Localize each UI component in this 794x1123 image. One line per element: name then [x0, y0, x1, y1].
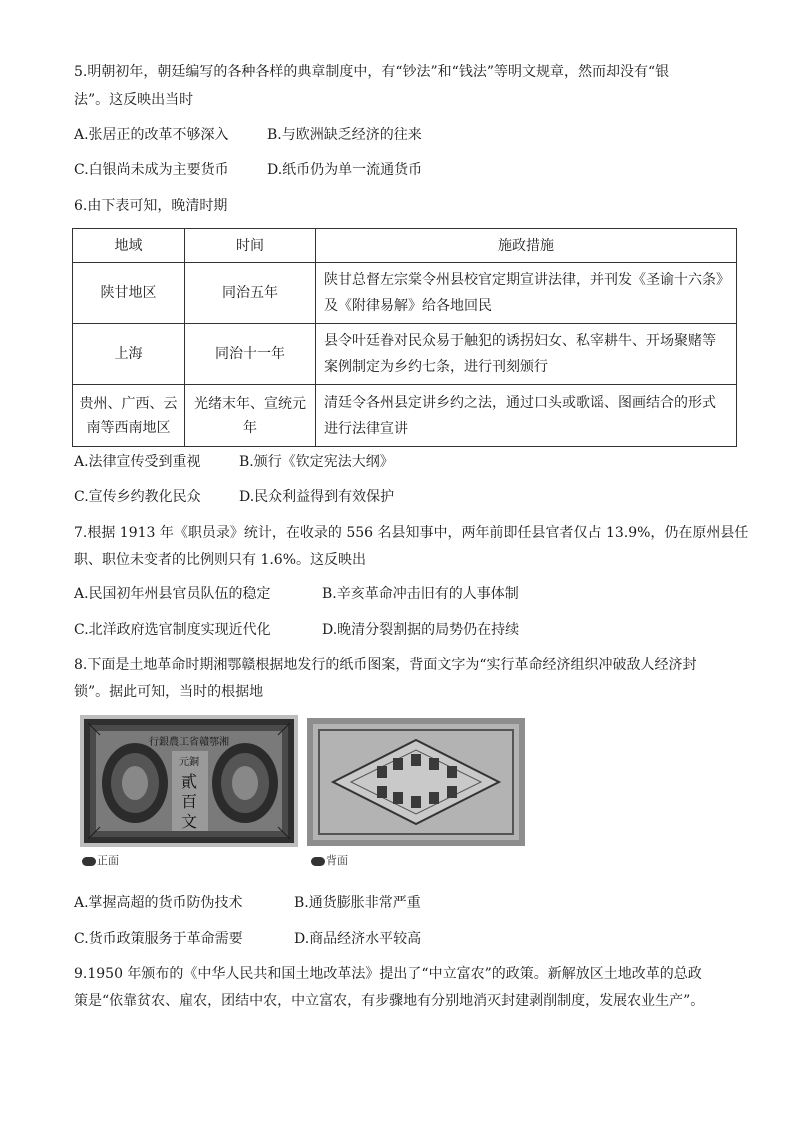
banknote-front-char: 貳	[180, 772, 198, 791]
q9-stem-line1: 9.1950 年颁布的《中华人民共和国土地改革法》提出了“中立富农”的政策。新解放区土地改革的总政	[74, 966, 702, 982]
banknote-front-image	[80, 715, 298, 847]
caption-marker-icon	[82, 857, 96, 866]
q6-option-b: B.颁行《钦定宪法大纲》	[239, 454, 394, 470]
banknote-back-image	[307, 718, 525, 846]
q5-option-b: B.与欧洲缺乏经济的往来	[267, 127, 422, 143]
q6-option-a: A.法律宣传受到重视	[74, 454, 201, 470]
q8-option-d: D.商品经济水平较高	[294, 931, 422, 947]
banknote-front-unit-text: 元銅	[179, 757, 199, 768]
q5-stem-line2: 法”。这反映出当时	[74, 92, 194, 108]
table-cell-time: 同治十一年	[185, 324, 316, 385]
table-header-row	[73, 229, 737, 263]
table-cell-time: 同治五年	[185, 263, 316, 324]
q8-option-b: B.通货膨胀非常严重	[294, 895, 421, 911]
table-cell-measure: 陕甘总督左宗棠令州县校官定期宣讲法律，并刊发《圣谕十六条》及《附律易解》给各地回民	[316, 263, 737, 324]
table-row	[73, 324, 737, 385]
q5-stem-line1: 5.明朝初年，朝廷编写的各种各样的典章制度中，有“钞法”和“钱法”等明文规章，然而却没有“银	[74, 64, 670, 80]
q7-option-a: A.民国初年州县官员队伍的稳定	[74, 586, 271, 602]
front-caption-text: 正面	[97, 854, 119, 867]
table-row	[73, 263, 737, 324]
front-caption	[82, 852, 119, 868]
table-header-cell: 施政措施	[316, 229, 737, 263]
table-header-cell: 时间	[185, 229, 316, 263]
q8-stem-line2: 锁”。据此可知，当时的根据地	[74, 684, 264, 700]
back-caption-text: 背面	[326, 854, 348, 867]
q7-stem-line2: 职、职位未变者的比例则只有 1.6%。这反映出	[74, 552, 367, 568]
table-cell-region: 上海	[73, 324, 185, 385]
q5-option-d: D.纸币仍为单一流通货币	[267, 162, 423, 178]
q8-stem-line1: 8.下面是土地革命时期湘鄂赣根据地发行的纸币图案，背面文字为“实行革命经济组织冲破敌人经济封	[74, 657, 697, 673]
q5-option-a: A.张居正的改革不够深入	[74, 127, 229, 143]
table-header-cell: 地域	[73, 229, 185, 263]
q6-option-d: D.民众利益得到有效保护	[239, 489, 395, 505]
table-cell-measure: 县令叶廷眷对民众易于触犯的诱拐妇女、私宰耕牛、开场聚赌等案例制定为乡约七条，进行刊刻颁行	[316, 324, 737, 385]
q6-option-c: C.宣传乡约教化民众	[74, 489, 201, 505]
q7-option-b: B.辛亥革命冲击旧有的人事体制	[322, 586, 519, 602]
banknote-front-char: 文	[180, 812, 198, 831]
q8-option-c: C.货币政策服务于革命需要	[74, 931, 243, 947]
banknote-front-issuer-text: 行銀農工省贛鄂湘	[149, 737, 229, 748]
table-cell-region: 贵州、广西、云南等西南地区	[73, 385, 185, 447]
q6-stem: 6.由下表可知，晚清时期	[74, 198, 228, 214]
table-row	[73, 385, 737, 447]
q6-table	[72, 228, 737, 447]
table-cell-measure: 清廷令各州县定讲乡约之法，通过口头或歌谣、图画结合的形式进行法律宣讲	[316, 385, 737, 447]
table-cell-region: 陕甘地区	[73, 263, 185, 324]
q9-stem-line2: 策是“依靠贫农、雇农，团结中农，中立富农，有步骤地有分别地消灭封建剥削制度，发展农业生产”。	[74, 993, 705, 1009]
banknote-front-char: 百	[180, 792, 198, 811]
back-caption	[311, 852, 348, 868]
caption-marker-icon	[311, 857, 325, 866]
q7-option-d: D.晚清分裂割据的局势仍在持续	[322, 622, 520, 638]
q8-option-a: A.掌握高超的货币防伪技术	[74, 895, 243, 911]
table-cell-time: 光绪末年、宣统元年	[185, 385, 316, 447]
q7-option-c: C.北洋政府选官制度实现近代化	[74, 622, 271, 638]
q7-stem-line1: 7.根据 1913 年《职员录》统计，在收录的 556 名县知事中，两年前即任县官者仅占 13.9%，仍在原州县任	[74, 525, 749, 541]
q5-option-c: C.白银尚未成为主要货币	[74, 162, 229, 178]
